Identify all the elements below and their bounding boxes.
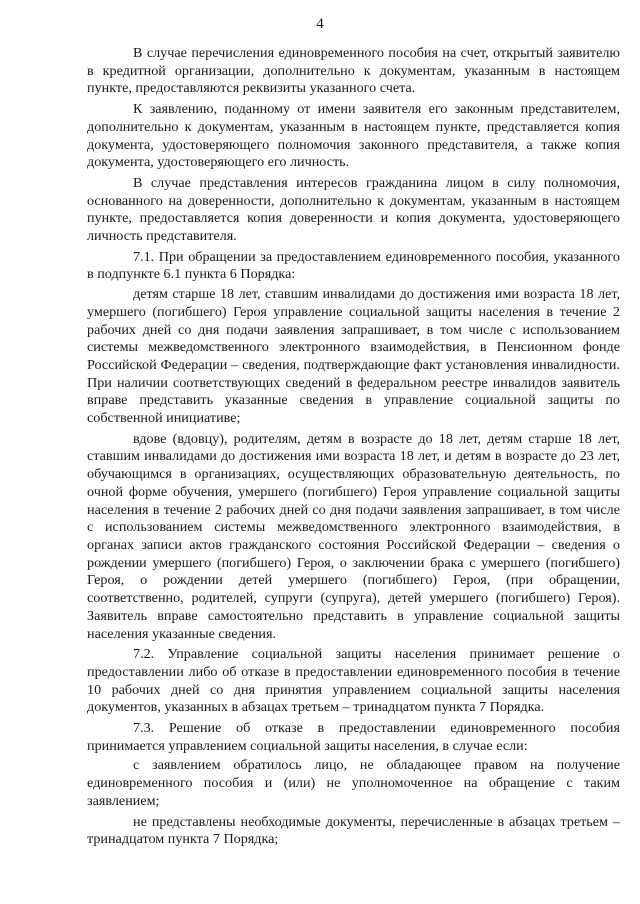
paragraph-section-7-2: 7.2. Управление социальной защиты населения принимает решение о предоставлении либо об отказе в предоставлении единовременного пособия в течение 10 рабочих дней со дня принятия управлением социальной защиты населения документов, указанных в абзацах третьем – тринадцатом пункта 7 Порядка. (87, 646, 620, 716)
paragraph-section-7-3: 7.3. Решение об отказе в предоставлении единовременного пособия принимается управлением социальной защиты населения, в случае если: (87, 720, 620, 754)
paragraph-widow-parents-children: вдове (вдовцу), родителям, детям в возрасте до 18 лет, детям старше 18 лет, ставшим инвалидами до достижения ими возраста 18 лет, и детям в возрасте до 23 лет, обучающимся в организациях, осуществляющих образовательную деятельность, по очной форме обучения, умершего (погибшего) Героя управление социальной защиты населения в течение 2 рабочих дней со дня подачи заявления запрашивает, в том числе с использованием системы межведомственного электронного взаимодействия, в органах записи актов гражданского состояния Российской Федерации – сведения о рождении умершего (погибшего) Героя, о заключении брака с умершего (погибшего) Героя, о рождении детей умершего (погибшего) Героя, (при обращении, соответственно, родителей, супруги (супруга), детей умершего (погибшего) Героя). Заявитель вправе самостоятельно представить в управление социальной защиты населения указанные сведения. (87, 430, 620, 642)
paragraph-bank-account-details: В случае перечисления единовременного пособия на счет, открытый заявителю в кредитной организации, дополнительно к документам, указанным в настоящем пункте, предоставляются реквизиты указанного счета. (87, 45, 620, 97)
paragraph-refusal-no-right: с заявлением обратилось лицо, не обладающее правом на получение единовременного пособия и (или) не уполномоченное на обращение с таким заявлением; (87, 757, 620, 809)
page-number: 4 (316, 16, 324, 32)
paragraph-power-of-attorney: В случае представления интересов гражданина лицом в силу полномочия, основанного на доверенности, дополнительно к документам, указанным в настоящем пункте, предоставляется копия доверенности и копия документа, удостоверяющего личность представителя. (87, 174, 620, 245)
paragraph-legal-representative: К заявлению, поданному от имени заявителя его законным представителем, дополнительно к документам, указанным в настоящем пункте, представляется копия документа, удостоверяющего полномочия законного представителя, а также копия документа, удостоверяющего его личность. (87, 101, 620, 171)
paragraph-section-7-1: 7.1. При обращении за предоставлением единовременного пособия, указанного в подпункте 6.1 пункта 6 Порядка: (87, 248, 620, 283)
paragraph-disabled-children: детям старше 18 лет, ставшим инвалидами до достижения ими возраста 18 лет, умершего (погибшего) Героя управление социальной защиты населения в течение 2 рабочих дней со дня подачи заявления запрашивает, в том числе с использованием системы межведомственного электронного взаимодействия, в Пенсионном фонде Российской Федерации – сведения, подтверждающие факт установления инвалидности. При наличии соответствующих сведений в федеральном реестре инвалидов заявитель вправе представить указанные сведения в управление социальной защиты по собственной инициативе; (87, 286, 620, 427)
paragraph-refusal-missing-documents: не представлены необходимые документы, перечисленные в абзацах третьем – тринадцатом пункта 7 Порядка; (87, 813, 620, 848)
document-body (87, 45, 620, 852)
